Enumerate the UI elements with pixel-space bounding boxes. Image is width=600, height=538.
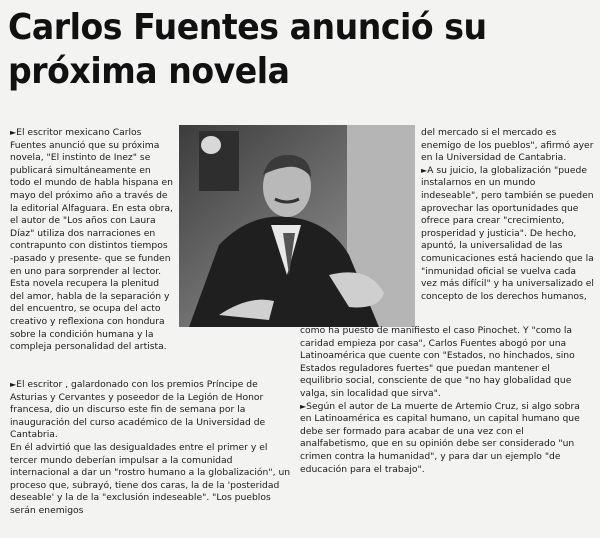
headline-line-1: Carlos Fuentes anunció su [8, 7, 487, 48]
column-right [421, 127, 594, 303]
column-wide-right [300, 325, 594, 476]
paragraph-intro: ►El escritor mexicano Carlos Fuentes anunció que su próxima novela, "El instinto de Inez" se publicará simultáneamente en todo el mundo de habla hispana en mayo del próximo año a través de la editorial Alfaguara. En esta obra, el autor de "Los años con Laura Díaz" utiliza dos narraciones en contrapunto con distintos tiempos -pasado y presente- que se funden en uno para sorprender al lector. Esta novela recupera la plenitud del amor, habla de la separación y del encuentro, se ocupa del acto creativo y reflexiona con hondura sobre la condición humana y la compleja personalidad del artista. [10, 127, 173, 353]
paragraph-wide-right-2: ►Según el autor de La muerte de Artemio Cruz, si algo sobra en Latinoamérica es capital humano, un capital humano que debe ser formado para acabar de una vez con el analfabetismo, que en su opinión debe ser considerado "un crimen contra la humanidad", y para dar un ejemplo "de educación para el trabajo". [300, 400, 580, 475]
headline-line-2: próxima novela [8, 51, 290, 92]
paragraph-right-2: ►A su juicio, la globalización "puede instalarnos en un mundo indeseable", pero también se pueden aprovechar las oportunidades que ofrece para crear "crecimiento, prosperidad y justicia". De hecho, apuntó, la universalidad de las comunicaciones está haciendo que la "inmunidad oficial se vuelva cada vez más difícil" y ha universalizado el concepto de los derechos humanos, [421, 164, 594, 302]
column-wide-left [10, 379, 294, 518]
paragraph-right-1: del mercado si el mercado es enemigo de los pueblos", afirmó ayer en la Universidad de Cantabria. [421, 127, 594, 164]
author-photo-image [179, 125, 415, 327]
paragraph-bottom-2: En él advirtió que las desigualdades entre el primer y el tercer mundo deberían impulsar a la comunidad internacional a dar un "rostro humano a la globalización", un proceso que, subrayó, tiene dos caras, la de la 'posteridad deseable' y la de la "exclusión indeseable". "Los pueblos serán enemigos [10, 441, 291, 516]
column-left [10, 127, 173, 354]
paragraph-bottom-1: ►El escritor , galardonado con los premios Príncipe de Asturias y Cervantes y poseedor de la Legión de Honor francesa, dio un discurso este fin de semana por la inauguración del curso académico de la Universidad de Cantabria. [10, 379, 266, 441]
author-photo [179, 125, 415, 327]
headline [8, 6, 546, 94]
paragraph-wide-right-1: como ha puesto de manifiesto el caso Pinochet. Y "como la caridad empieza por casa", Carlos Fuentes abogó por una Latinoamérica que cuente con "Estados, no hinchados, sino Estados reguladores fuertes" que puedan mantener el equilibrio social, consciente de que "no hay globalidad que valga, sin localidad que sirva". [300, 325, 575, 399]
bullet-marker: ► [10, 128, 17, 137]
